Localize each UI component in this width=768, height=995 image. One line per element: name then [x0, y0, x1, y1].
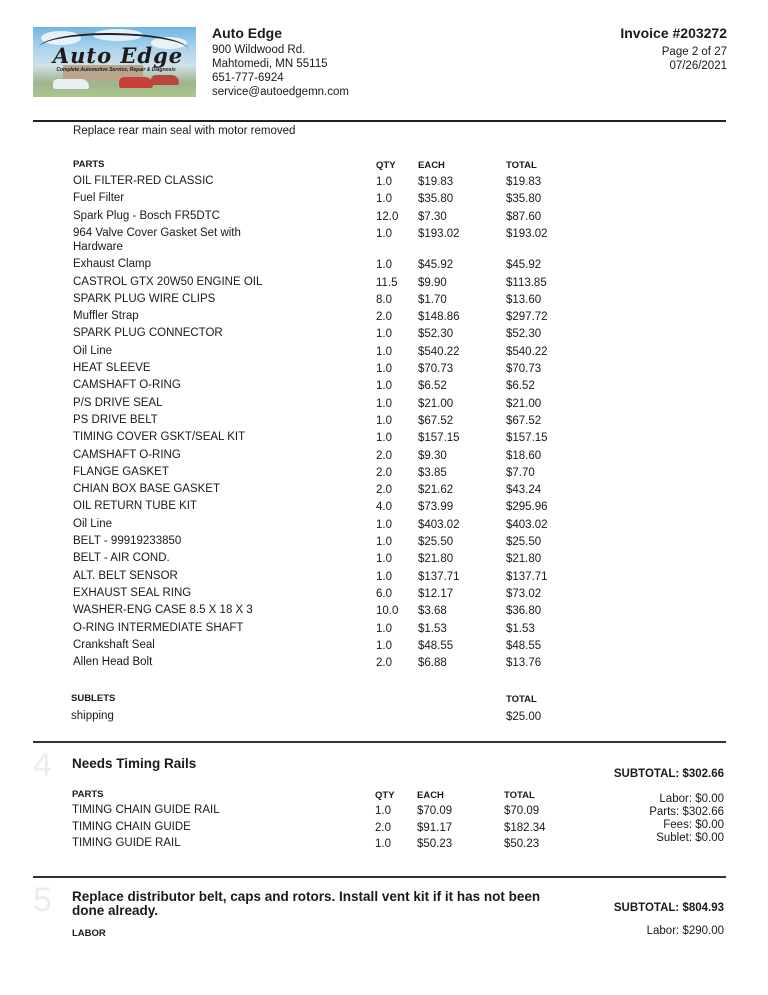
- part-qty: 1.0: [375, 805, 391, 817]
- part-name: FLANGE GASKET: [73, 465, 169, 478]
- part-total: $297.72: [506, 311, 548, 324]
- part-each: $3.85: [418, 466, 447, 479]
- part-qty: 1.0: [376, 345, 392, 358]
- summary-sublet: Sublet: $0.00: [656, 832, 724, 844]
- part-each: $73.99: [418, 501, 454, 514]
- parts-header-total: TOTAL: [504, 790, 535, 801]
- part-name: EXHAUST SEAL RING: [73, 586, 192, 599]
- part-each: $70.09: [417, 805, 453, 817]
- part-total: $19.83: [506, 176, 542, 188]
- part-total: $295.96: [506, 501, 548, 514]
- part-total: $36.80: [506, 605, 542, 618]
- part-qty: 1.0: [376, 414, 392, 427]
- sublet-total: $25.00: [506, 711, 542, 723]
- part-total: $50.23: [504, 838, 540, 851]
- part-each: $9.90: [418, 276, 447, 289]
- part-total: $70.09: [504, 805, 540, 817]
- part-each: $67.52: [418, 414, 454, 427]
- part-name: TIMING COVER GSKT/SEAL KIT: [73, 431, 246, 444]
- part-each: $6.52: [418, 380, 447, 393]
- part-qty: 1.0: [376, 536, 392, 548]
- part-name: ALT. BELT SENSOR: [73, 569, 178, 582]
- part-each: $21.00: [418, 397, 454, 410]
- part-name: TIMING CHAIN GUIDE: [72, 820, 191, 833]
- part-each: $21.62: [418, 484, 454, 497]
- section-title-line2: done already.: [72, 903, 159, 918]
- part-each: $137.71: [418, 570, 460, 583]
- logo-tagline: Complete Automotive Service, Repair & Diagnosis: [56, 67, 176, 73]
- invoice-date: 07/26/2021: [669, 60, 727, 72]
- part-total: $67.52: [506, 414, 542, 427]
- sublets-header-name: SUBLETS: [71, 693, 116, 704]
- part-each: $1.70: [418, 293, 447, 306]
- part-qty: 1.0: [376, 639, 392, 652]
- part-name: Allen Head Bolt: [73, 656, 153, 669]
- part-qty: 1.0: [376, 176, 392, 188]
- part-each: $6.88: [418, 657, 447, 670]
- part-name: TIMING CHAIN GUIDE RAIL: [72, 804, 220, 816]
- summary-fees: Fees: $0.00: [663, 819, 724, 831]
- parts-header-name: PARTS: [72, 789, 104, 800]
- section-divider: [33, 120, 726, 122]
- part-total: $52.30: [506, 328, 542, 341]
- part-qty: 1.0: [376, 553, 392, 566]
- section-number: 5: [33, 881, 52, 919]
- part-qty: 1.0: [376, 363, 392, 375]
- part-each: $540.22: [418, 345, 460, 358]
- part-each: $45.92: [418, 259, 454, 272]
- part-name: SPARK PLUG WIRE CLIPS: [73, 292, 216, 305]
- parts-header-qty: QTY: [376, 160, 396, 171]
- summary-labor: Labor: $0.00: [659, 793, 724, 805]
- part-each: $193.02: [418, 227, 460, 240]
- part-each: $35.80: [418, 193, 454, 206]
- part-name: P/S DRIVE SEAL: [73, 396, 163, 409]
- part-name-continued: Hardware: [73, 240, 123, 253]
- sublet-name: shipping: [71, 710, 114, 722]
- part-each: $7.30: [418, 210, 447, 223]
- part-each: $25.50: [418, 536, 454, 548]
- part-each: $148.86: [418, 311, 460, 324]
- summary-parts: Parts: $302.66: [649, 806, 724, 818]
- section-3-description: Replace rear main seal with motor removed: [73, 125, 296, 137]
- part-qty: 2.0: [376, 484, 392, 497]
- part-qty: 1.0: [376, 193, 392, 206]
- part-qty: 1.0: [375, 838, 391, 851]
- section-title-line1: Replace distributor belt, caps and rotors. Install vent kit if it has not been: [72, 889, 541, 904]
- section-divider: [33, 876, 726, 878]
- part-each: $21.80: [418, 553, 454, 566]
- section-subtotal: SUBTOTAL: $804.93: [613, 902, 724, 914]
- part-total: $403.02: [506, 518, 548, 531]
- part-name: HEAT SLEEVE: [73, 362, 151, 374]
- part-name: CAMSHAFT O-RING: [73, 379, 181, 392]
- company-email[interactable]: service@autoedgemn.com: [212, 86, 349, 98]
- part-name: Oil Line: [73, 517, 112, 530]
- part-name: Crankshaft Seal: [73, 638, 155, 651]
- part-qty: 2.0: [376, 449, 392, 462]
- part-qty: 2.0: [376, 311, 392, 324]
- part-name: PS DRIVE BELT: [73, 413, 158, 426]
- part-qty: 1.0: [376, 380, 392, 393]
- part-qty: 11.5: [376, 276, 398, 289]
- part-total: $21.80: [506, 553, 542, 566]
- part-each: $12.17: [418, 587, 454, 600]
- part-total: $13.60: [506, 293, 542, 306]
- part-qty: 1.0: [376, 518, 392, 531]
- part-each: $403.02: [418, 518, 460, 531]
- part-qty: 2.0: [376, 466, 392, 479]
- part-qty: 4.0: [376, 501, 392, 514]
- part-total: $182.34: [504, 821, 546, 834]
- part-total: $7.70: [506, 466, 535, 479]
- part-each: $50.23: [417, 838, 453, 851]
- part-total: $6.52: [506, 380, 535, 393]
- part-total: $157.15: [506, 432, 548, 445]
- part-qty: 8.0: [376, 293, 392, 306]
- part-qty: 1.0: [376, 570, 392, 583]
- part-name: Fuel Filter: [73, 192, 125, 205]
- section-number: 4: [33, 746, 52, 784]
- part-name: Spark Plug - Bosch FR5DTC: [73, 209, 220, 222]
- part-name: O-RING INTERMEDIATE SHAFT: [73, 621, 244, 634]
- labor-header: LABOR: [72, 928, 106, 939]
- part-qty: 1.0: [376, 328, 392, 341]
- part-name: WASHER-ENG CASE 8.5 X 18 X 3: [73, 604, 253, 617]
- part-qty: 10.0: [376, 605, 399, 618]
- part-total: $113.85: [506, 276, 547, 289]
- parts-header-total: TOTAL: [506, 160, 537, 171]
- part-total: $35.80: [506, 193, 542, 206]
- summary-labor: Labor: $290.00: [646, 925, 724, 937]
- part-qty: 12.0: [376, 210, 399, 223]
- part-each: $157.15: [418, 432, 460, 445]
- part-name: CAMSHAFT O-RING: [73, 448, 181, 461]
- section-divider: [33, 741, 726, 743]
- part-name: CASTROL GTX 20W50 ENGINE OIL: [73, 275, 263, 288]
- part-each: $52.30: [418, 328, 454, 341]
- part-qty: 1.0: [376, 432, 392, 445]
- part-name: OIL RETURN TUBE KIT: [73, 500, 197, 513]
- part-total: $137.71: [506, 570, 548, 583]
- part-qty: 6.0: [376, 587, 392, 600]
- part-qty: 1.0: [376, 622, 392, 635]
- parts-header-name: PARTS: [73, 159, 105, 170]
- part-each: $1.53: [418, 622, 447, 635]
- part-name: OIL FILTER-RED CLASSIC: [73, 175, 214, 187]
- part-qty: 2.0: [375, 821, 391, 834]
- company-phone: 651-777-6924: [212, 72, 284, 84]
- part-total: $18.60: [506, 449, 542, 462]
- logo-wordmark: Auto Edge: [52, 43, 184, 68]
- part-name: CHIAN BOX BASE GASKET: [73, 483, 220, 496]
- part-total: $73.02: [506, 587, 542, 600]
- part-name: BELT - 99919233850: [73, 535, 182, 547]
- part-total: $25.50: [506, 536, 542, 548]
- part-name: TIMING GUIDE RAIL: [72, 837, 181, 850]
- part-qty: 1.0: [376, 227, 392, 240]
- part-total: $1.53: [506, 622, 535, 635]
- invoice-title: Invoice #203272: [620, 25, 727, 41]
- part-each: $70.73: [418, 363, 454, 375]
- part-name: SPARK PLUG CONNECTOR: [73, 327, 223, 340]
- part-total: $43.24: [506, 484, 542, 497]
- company-address-line1: 900 Wildwood Rd.: [212, 44, 306, 56]
- company-name: Auto Edge: [212, 25, 282, 41]
- part-total: $70.73: [506, 363, 542, 375]
- part-name: BELT - AIR COND.: [73, 552, 170, 565]
- part-each: $3.68: [418, 605, 447, 618]
- page-indicator: Page 2 of 27: [661, 46, 727, 58]
- part-each: $9.30: [418, 449, 447, 462]
- part-name: Oil Line: [73, 344, 112, 357]
- company-address-line2: Mahtomedi, MN 55115: [212, 58, 328, 70]
- part-qty: 1.0: [376, 259, 392, 272]
- part-each: $19.83: [418, 176, 454, 188]
- part-total: $45.92: [506, 259, 542, 272]
- part-qty: 1.0: [376, 397, 392, 410]
- sublets-header-total: TOTAL: [506, 694, 537, 705]
- part-total: $21.00: [506, 397, 542, 410]
- part-each: $48.55: [418, 639, 454, 652]
- part-name: Exhaust Clamp: [73, 258, 151, 271]
- company-logo: [33, 27, 196, 97]
- part-name: Muffler Strap: [73, 310, 139, 323]
- section-subtotal: SUBTOTAL: $302.66: [613, 768, 724, 780]
- parts-header-qty: QTY: [375, 790, 395, 801]
- part-each: $91.17: [417, 821, 453, 834]
- part-total: $193.02: [506, 227, 548, 240]
- parts-header-each: EACH: [418, 160, 445, 171]
- part-name: 964 Valve Cover Gasket Set with: [73, 226, 241, 239]
- part-total: $48.55: [506, 639, 542, 652]
- part-total: $87.60: [506, 210, 542, 223]
- section-title: Needs Timing Rails: [72, 756, 197, 771]
- part-qty: 2.0: [376, 657, 392, 670]
- part-total: $540.22: [506, 345, 548, 358]
- part-total: $13.76: [506, 657, 542, 670]
- parts-header-each: EACH: [417, 790, 444, 801]
